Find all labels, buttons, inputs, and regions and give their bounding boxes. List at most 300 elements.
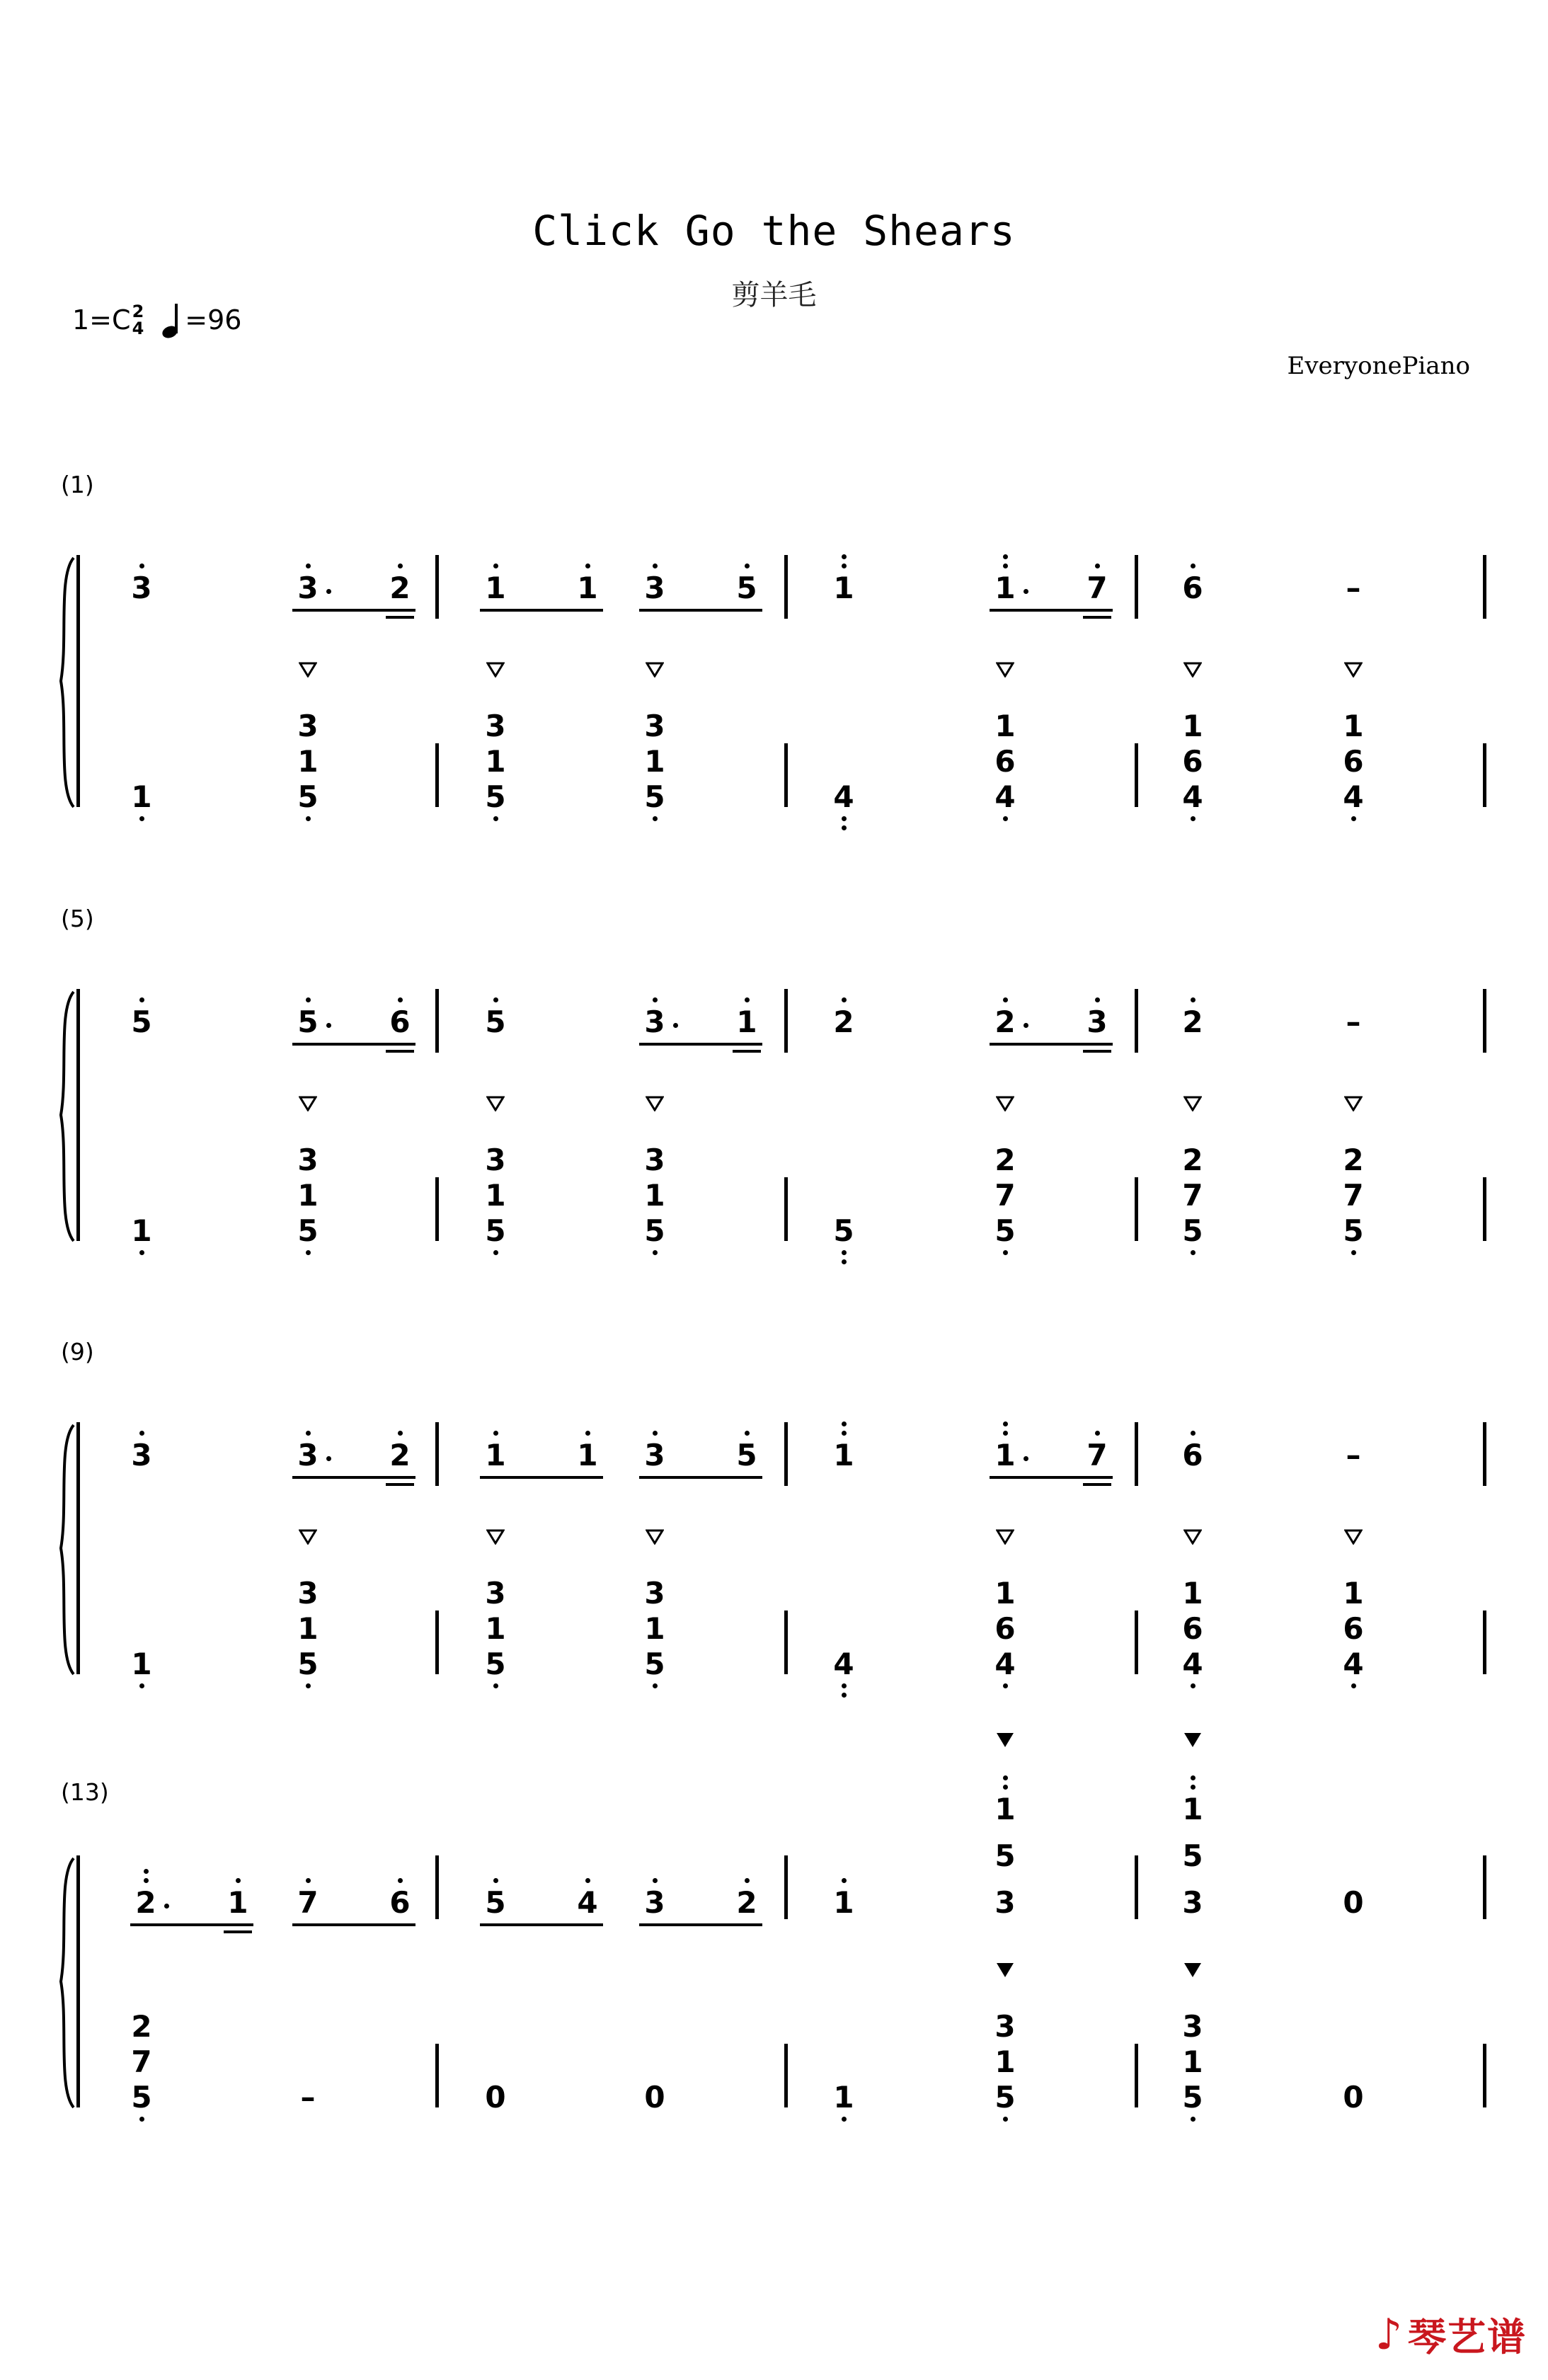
staccato-open-triangle-icon [486,662,505,677]
staccato-open-triangle-icon [299,1529,317,1545]
sixteenth-note-beam [1083,1483,1111,1486]
octave-dot-high [585,1431,590,1436]
upper-note: – [1346,571,1361,605]
staccato-open-triangle-icon [1183,1096,1202,1111]
system-start-barline [76,1855,80,2107]
sixteenth-note-beam [224,1930,252,1933]
barline-upper [784,1855,788,1919]
octave-dot-high [144,1878,149,1883]
octave-dot-low [842,1693,847,1698]
barline-lower [784,2044,788,2107]
chord-note: 1 [485,1611,506,1646]
upper-note: 5 [485,1885,506,1920]
piano-logo-icon: ♪ [1375,2309,1402,2359]
staccato-open-triangle-icon [299,1096,317,1111]
octave-dot-high [842,997,847,1002]
octave-dot-high [398,1431,403,1436]
staccato-open-triangle-icon [299,662,317,677]
octave-dot-low [1351,1683,1356,1688]
octave-dot-low [1191,2117,1196,2122]
octave-dot-low [306,816,311,821]
octave-dot-low [653,816,658,821]
chord-note: 1 [644,744,665,779]
upper-note: 3 [644,571,665,605]
chord-note: 7 [1182,1178,1203,1213]
upper-note: 5 [131,1005,152,1039]
watermark [1375,2307,1527,2362]
bass-note: 5 [994,2080,1016,2115]
bass-note: 0 [644,2080,665,2115]
score-system [0,1778,1548,2242]
tempo-value: =96 [185,304,242,336]
upper-note: 3 [644,1005,665,1039]
barline-upper [435,989,439,1053]
bass-note: 5 [833,1213,854,1248]
bass-note: 1 [131,779,152,814]
upper-note: 3 [297,1438,319,1472]
chord-note: 1 [994,709,1016,743]
octave-dot-low [842,2117,847,2122]
octave-dot-high [1003,1775,1008,1780]
barline-upper [435,1422,439,1486]
bass-note: 5 [485,1647,506,1681]
chord-note: 2 [1182,1143,1203,1177]
octave-dot-high [139,1431,144,1436]
octave-dot-high [585,1878,590,1883]
octave-dot-high [653,1431,658,1436]
bass-note: 0 [1343,2080,1364,2115]
barline-upper [1483,555,1486,619]
time-signature-top: 2 [132,302,144,321]
measure-number: (1) [61,471,94,498]
chord-note: 1 [297,744,319,779]
eighth-note-beam [990,609,1113,612]
score-system [0,1338,1548,1809]
augmentation-dot [326,589,331,594]
staccato-open-triangle-icon [1344,662,1363,677]
chord-note: 3 [994,1885,1016,1920]
barline-lower [784,1177,788,1241]
measure-number: (13) [61,1778,109,1806]
eighth-note-beam [480,1476,603,1479]
bass-note: 1 [833,2080,854,2115]
octave-dot-low [1003,816,1008,821]
upper-note: 7 [1087,1438,1108,1472]
barline-lower [435,2044,439,2107]
arranger-credit: EveryonePiano [1287,352,1470,380]
upper-note: 3 [644,1885,665,1920]
bass-note: 4 [1343,779,1364,814]
eighth-note-beam [639,609,762,612]
octave-dot-high [306,997,311,1002]
barline-lower [1135,1610,1138,1674]
barline-upper [1483,1855,1486,1919]
staccato-open-triangle-icon [646,662,664,677]
barline-lower [1483,2044,1486,2107]
eighth-note-beam [990,1476,1113,1479]
staccato-filled-triangle-icon [996,1732,1014,1748]
chord-note: 1 [644,1178,665,1213]
octave-dot-high [1003,563,1008,568]
octave-dot-high [585,563,590,568]
chord-note: 2 [1343,1143,1364,1177]
chord-note: 1 [1182,1792,1203,1826]
augmentation-dot [326,1023,331,1028]
octave-dot-high [493,1431,498,1436]
octave-dot-high [1191,1775,1196,1780]
staccato-filled-triangle-icon [996,1962,1014,1978]
barline-lower [784,743,788,807]
chord-note: 3 [297,1143,319,1177]
upper-note: 5 [736,1438,757,1472]
barline-upper [784,555,788,619]
barline-lower [435,1177,439,1241]
chord-note: 3 [297,709,319,743]
octave-dot-high [493,563,498,568]
staccato-filled-triangle-icon [1183,1732,1202,1748]
key-signature: 1=C [72,304,131,336]
barline-upper [1135,1422,1138,1486]
octave-dot-high [1191,1785,1196,1790]
octave-dot-low [653,1250,658,1255]
upper-note: 5 [297,1005,319,1039]
barline-lower [1135,743,1138,807]
upper-note: 4 [577,1885,598,1920]
bass-note: 5 [485,1213,506,1248]
chord-note: 1 [994,1792,1016,1826]
upper-note: 6 [1182,1438,1203,1472]
staccato-open-triangle-icon [1183,662,1202,677]
score-system [0,471,1548,942]
barline-lower [784,1610,788,1674]
barline-lower [1483,1177,1486,1241]
upper-note: 2 [736,1885,757,1920]
upper-note: 3 [297,571,319,605]
staccato-open-triangle-icon [996,1096,1014,1111]
octave-dot-high [745,1431,750,1436]
upper-note: 1 [577,571,598,605]
chord-note: 5 [994,1838,1016,1873]
bass-note: 4 [1343,1647,1364,1681]
octave-dot-high [398,563,403,568]
bass-note: 5 [297,779,319,814]
upper-note: 2 [833,1005,854,1039]
upper-note: 1 [994,571,1016,605]
octave-dot-low [1191,1250,1196,1255]
bass-note: 4 [994,1647,1016,1681]
chord-note: 6 [1343,1611,1364,1646]
barline-upper [784,989,788,1053]
bass-note: 4 [833,1647,854,1681]
key-tempo-marking [72,302,241,338]
barline-lower [1483,1610,1486,1674]
octave-dot-high [1191,1431,1196,1436]
upper-note: – [1346,1005,1361,1039]
sixteenth-note-beam [1083,616,1111,619]
watermark-text: 琴艺谱 [1408,2315,1527,2359]
octave-dot-high [842,1431,847,1436]
staccato-open-triangle-icon [996,1529,1014,1545]
staccato-open-triangle-icon [1344,1096,1363,1111]
barline-lower [1135,1177,1138,1241]
octave-dot-high [842,1421,847,1426]
augmentation-dot [673,1023,678,1028]
chord-note: 3 [485,1576,506,1610]
octave-dot-high [1003,1431,1008,1436]
octave-dot-high [1095,997,1100,1002]
upper-note: 1 [833,1885,854,1920]
bass-note: 1 [131,1647,152,1681]
octave-dot-high [842,1878,847,1883]
upper-note: – [1346,1438,1361,1472]
octave-dot-high [1003,1421,1008,1426]
chord-note: 1 [644,1611,665,1646]
eighth-note-beam [130,1923,253,1926]
augmentation-dot [326,1456,331,1461]
chord-note: 5 [1182,1838,1203,1873]
measure-number: (9) [61,1338,94,1366]
octave-dot-low [139,2117,144,2122]
octave-dot-low [306,1683,311,1688]
barline-upper [435,555,439,619]
octave-dot-low [1351,816,1356,821]
system-start-barline [76,555,80,807]
octave-dot-low [306,1250,311,1255]
bass-note: 4 [994,779,1016,814]
upper-note: 3 [131,571,152,605]
upper-note: 5 [736,571,757,605]
augmentation-dot [1024,1023,1028,1028]
chord-note: 7 [994,1178,1016,1213]
octave-dot-high [842,563,847,568]
sixteenth-note-beam [733,1050,761,1053]
staccato-open-triangle-icon [1344,1529,1363,1545]
barline-upper [1135,1855,1138,1919]
upper-note: 1 [994,1438,1016,1472]
chord-note: 1 [297,1178,319,1213]
eighth-note-beam [292,609,415,612]
octave-dot-low [493,1250,498,1255]
barline-lower [435,743,439,807]
chord-note: 6 [994,1611,1016,1646]
augmentation-dot [1024,589,1028,594]
chord-note: 2 [994,1143,1016,1177]
octave-dot-high [236,1878,241,1883]
chord-note: 1 [485,1178,506,1213]
octave-dot-high [745,563,750,568]
eighth-note-beam [990,1043,1113,1046]
octave-dot-high [653,563,658,568]
octave-dot-low [842,825,847,830]
upper-note: 1 [227,1885,248,1920]
octave-dot-high [653,997,658,1002]
eighth-note-beam [292,1476,415,1479]
octave-dot-high [493,997,498,1002]
sixteenth-note-beam [386,1483,414,1486]
bass-note: 5 [644,1647,665,1681]
chord-note: 3 [1182,2009,1203,2044]
chord-note: 7 [131,2044,152,2079]
bass-note: 4 [833,779,854,814]
barline-lower [1135,2044,1138,2107]
chord-note: 6 [1182,744,1203,779]
sixteenth-note-beam [386,616,414,619]
bass-note: 5 [297,1213,319,1248]
chord-note: 1 [485,744,506,779]
octave-dot-high [306,1431,311,1436]
bass-note: 0 [485,2080,506,2115]
eighth-note-beam [639,1476,762,1479]
upper-note: 0 [1343,1885,1364,1920]
staccato-open-triangle-icon [996,662,1014,677]
upper-note: 1 [485,571,506,605]
octave-dot-high [1003,1785,1008,1790]
chord-note: 1 [994,1576,1016,1610]
upper-note: 6 [389,1005,411,1039]
chord-note: 2 [131,2009,152,2044]
staccato-filled-triangle-icon [1183,1962,1202,1978]
eighth-note-beam [480,609,603,612]
staccato-open-triangle-icon [486,1096,505,1111]
time-signature-bottom: 4 [132,319,144,338]
octave-dot-high [1191,563,1196,568]
bass-note: 5 [485,779,506,814]
upper-note: 3 [644,1438,665,1472]
chord-note: 3 [485,709,506,743]
upper-note: 7 [297,1885,319,1920]
chord-note: 1 [297,1611,319,1646]
octave-dot-high [306,563,311,568]
upper-note: 5 [485,1005,506,1039]
octave-dot-low [1191,816,1196,821]
augmentation-dot [1024,1456,1028,1461]
octave-dot-low [139,816,144,821]
quarter-note-icon [162,302,185,338]
augmentation-dot [164,1904,169,1909]
upper-note: 6 [389,1885,411,1920]
bass-note: 1 [131,1213,152,1248]
bass-note: 5 [297,1647,319,1681]
octave-dot-low [842,816,847,821]
barline-upper [784,1422,788,1486]
octave-dot-low [842,1250,847,1255]
octave-dot-high [1095,563,1100,568]
measure-number: (5) [61,905,94,932]
eighth-note-beam [292,1043,415,1046]
chord-note: 7 [1343,1178,1364,1213]
upper-note: 1 [485,1438,506,1472]
upper-note: 1 [577,1438,598,1472]
score-system [0,905,1548,1375]
upper-note: 2 [389,1438,411,1472]
bass-note: 4 [1182,779,1203,814]
barline-upper [1135,989,1138,1053]
octave-dot-high [139,997,144,1002]
eighth-note-beam [480,1923,603,1926]
page-subtitle: 剪羊毛 [731,279,817,311]
octave-dot-low [493,816,498,821]
barline-upper [435,1855,439,1919]
staccato-open-triangle-icon [486,1529,505,1545]
upper-note: 3 [131,1438,152,1472]
chord-note: 3 [297,1576,319,1610]
octave-dot-high [139,563,144,568]
upper-note: 3 [1087,1005,1108,1039]
chord-note: 1 [1343,709,1364,743]
eighth-note-beam [292,1923,415,1926]
chord-note: 3 [644,1143,665,1177]
octave-dot-low [493,1683,498,1688]
octave-dot-low [139,1683,144,1688]
octave-dot-high [306,1878,311,1883]
octave-dot-low [1351,1250,1356,1255]
upper-note: 1 [833,1438,854,1472]
chord-note: 3 [1182,1885,1203,1920]
octave-dot-high [1003,554,1008,559]
chord-note: 1 [1182,709,1203,743]
chord-note: 3 [644,1576,665,1610]
chord-note: 1 [1182,1576,1203,1610]
octave-dot-low [139,1250,144,1255]
chord-note: 3 [994,2009,1016,2044]
octave-dot-high [1003,997,1008,1002]
chord-note: 1 [1182,2044,1203,2079]
octave-dot-high [144,1869,149,1874]
octave-dot-low [1003,2117,1008,2122]
octave-dot-high [653,1878,658,1883]
upper-note: 1 [833,571,854,605]
octave-dot-low [842,1683,847,1688]
octave-dot-high [398,1878,403,1883]
chord-note: 3 [485,1143,506,1177]
upper-note: 2 [389,571,411,605]
eighth-note-beam [639,1923,762,1926]
octave-dot-high [493,1878,498,1883]
upper-note: 6 [1182,571,1203,605]
upper-note: 1 [736,1005,757,1039]
bass-note: 5 [1182,2080,1203,2115]
octave-dot-high [745,1878,750,1883]
octave-dot-low [1003,1683,1008,1688]
octave-dot-high [1191,997,1196,1002]
upper-note: 7 [1087,571,1108,605]
octave-dot-high [398,997,403,1002]
time-signature [132,303,144,337]
sixteenth-note-beam [386,1050,414,1053]
chord-note: 1 [1343,1576,1364,1610]
bass-note: 4 [1182,1647,1203,1681]
chord-note: 1 [994,2044,1016,2079]
barline-lower [435,1610,439,1674]
octave-dot-high [842,554,847,559]
bass-note: 5 [131,2080,152,2115]
bass-note: – [300,2080,316,2115]
upper-note: 2 [994,1005,1016,1039]
eighth-note-beam [639,1043,762,1046]
octave-dot-low [1191,1683,1196,1688]
bass-note: 5 [644,779,665,814]
chord-note: 3 [644,709,665,743]
chord-note: 6 [1182,1611,1203,1646]
upper-note: 2 [135,1885,156,1920]
barline-upper [1483,1422,1486,1486]
bass-note: 5 [1343,1213,1364,1248]
barline-upper [1135,555,1138,619]
staccato-open-triangle-icon [646,1529,664,1545]
bass-note: 5 [644,1213,665,1248]
octave-dot-high [1095,1431,1100,1436]
staccato-open-triangle-icon [1183,1529,1202,1545]
